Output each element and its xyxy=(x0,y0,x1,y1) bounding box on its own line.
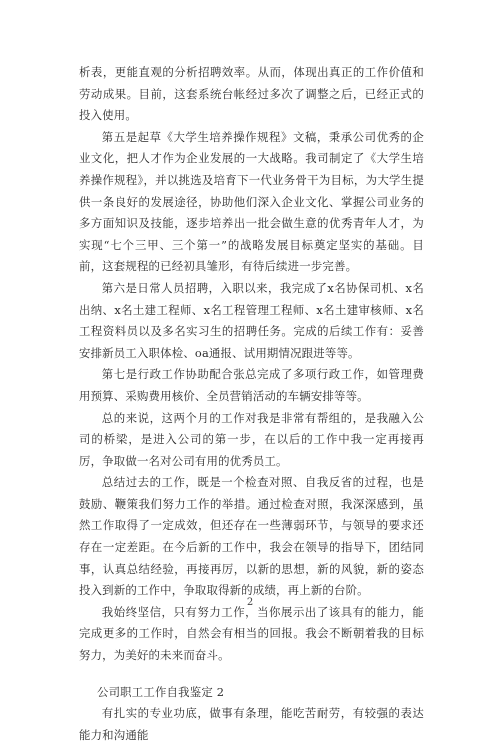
document-body xyxy=(79,62,424,746)
page-number: 2 xyxy=(246,597,254,608)
paragraph-fifth-item: 第五是起草《大学生培养操作规程》文稿，秉承公司优秀的企业文化，把人才作为企业发展的一大战略。我司制定了《大学生培养操作规程》，并以挑选及培育下一代业务骨干为目标，为大学生提供一条良好的发展途径，协助他们深入企业文化、掌握公司业务的多方面知识及技能，逐步培养出一批会做生意的优秀青年人才，为实现“七个三甲、三个第一”的战略发展目标奠定坚实的基础。目前，这套规程的已经初具雏形，有待后续进一步完善。 xyxy=(79,129,424,274)
paragraph-summary: 总的来说，这两个月的工作对我是非常有帮组的，是我融入公司的桥梁，是进入公司的第一步，在以后的工作中我一定再接再厉，争取做一名对公司有用的优秀员工。 xyxy=(79,410,424,468)
paragraph-review: 总结过去的工作，既是一个检查对照、自我反省的过程，也是鼓励、鞭策我们努力工作的举措。通过检查对照，我深深感到，虽然工作取得了一定成效，但还存在一些薄弱环节，与领导的要求还存在一定差距。在今后新的工作中，我会在领导的指导下，团结同事，认真总结经验，再接再厉，以新的思想，新的风貌，新的姿态投入到新的工作中，争取取得新的成绩，再上新的台阶。 xyxy=(79,475,424,598)
section-title: 公司职工工作自我鉴定 2 xyxy=(97,684,225,699)
section-paragraph: 有扎实的专业功底，做事有条理，能吃苦耐劳，有较强的表达能力和沟通能 xyxy=(79,706,424,742)
paragraph-sixth-item: 第六是日常人员招聘，入职以来，我完成了x名协保司机、x名出纳、x名土建工程师、x名工程管理工程师、x名土建审核师、x名工程资料员以及多名实习生的招聘任务。完成的后续工作有：妥善安排新员工入职体检、oa通报、试用期情况跟进等等。 xyxy=(79,280,424,360)
paragraph-conclusion: 我始终坚信，只有努力工作，当你展示出了该具有的能力，能完成更多的工作时，自然会有相当的回报。我会不断朝着我的目标努力，为美好的未来而奋斗。 xyxy=(79,604,424,663)
paragraph-seventh-item: 第七是行政工作协助配合张总完成了多项行政工作，如管理费用预算、采购费用核价、全员营销活动的车辆安排等等。 xyxy=(79,367,424,403)
paragraph-continuation: 析表，更能直观的分析招聘效率。从而，体现出真正的工作价值和劳动成果。目前，这套系统台帐经过多次了调整之后，已经正式的投入使用。 xyxy=(79,65,424,123)
